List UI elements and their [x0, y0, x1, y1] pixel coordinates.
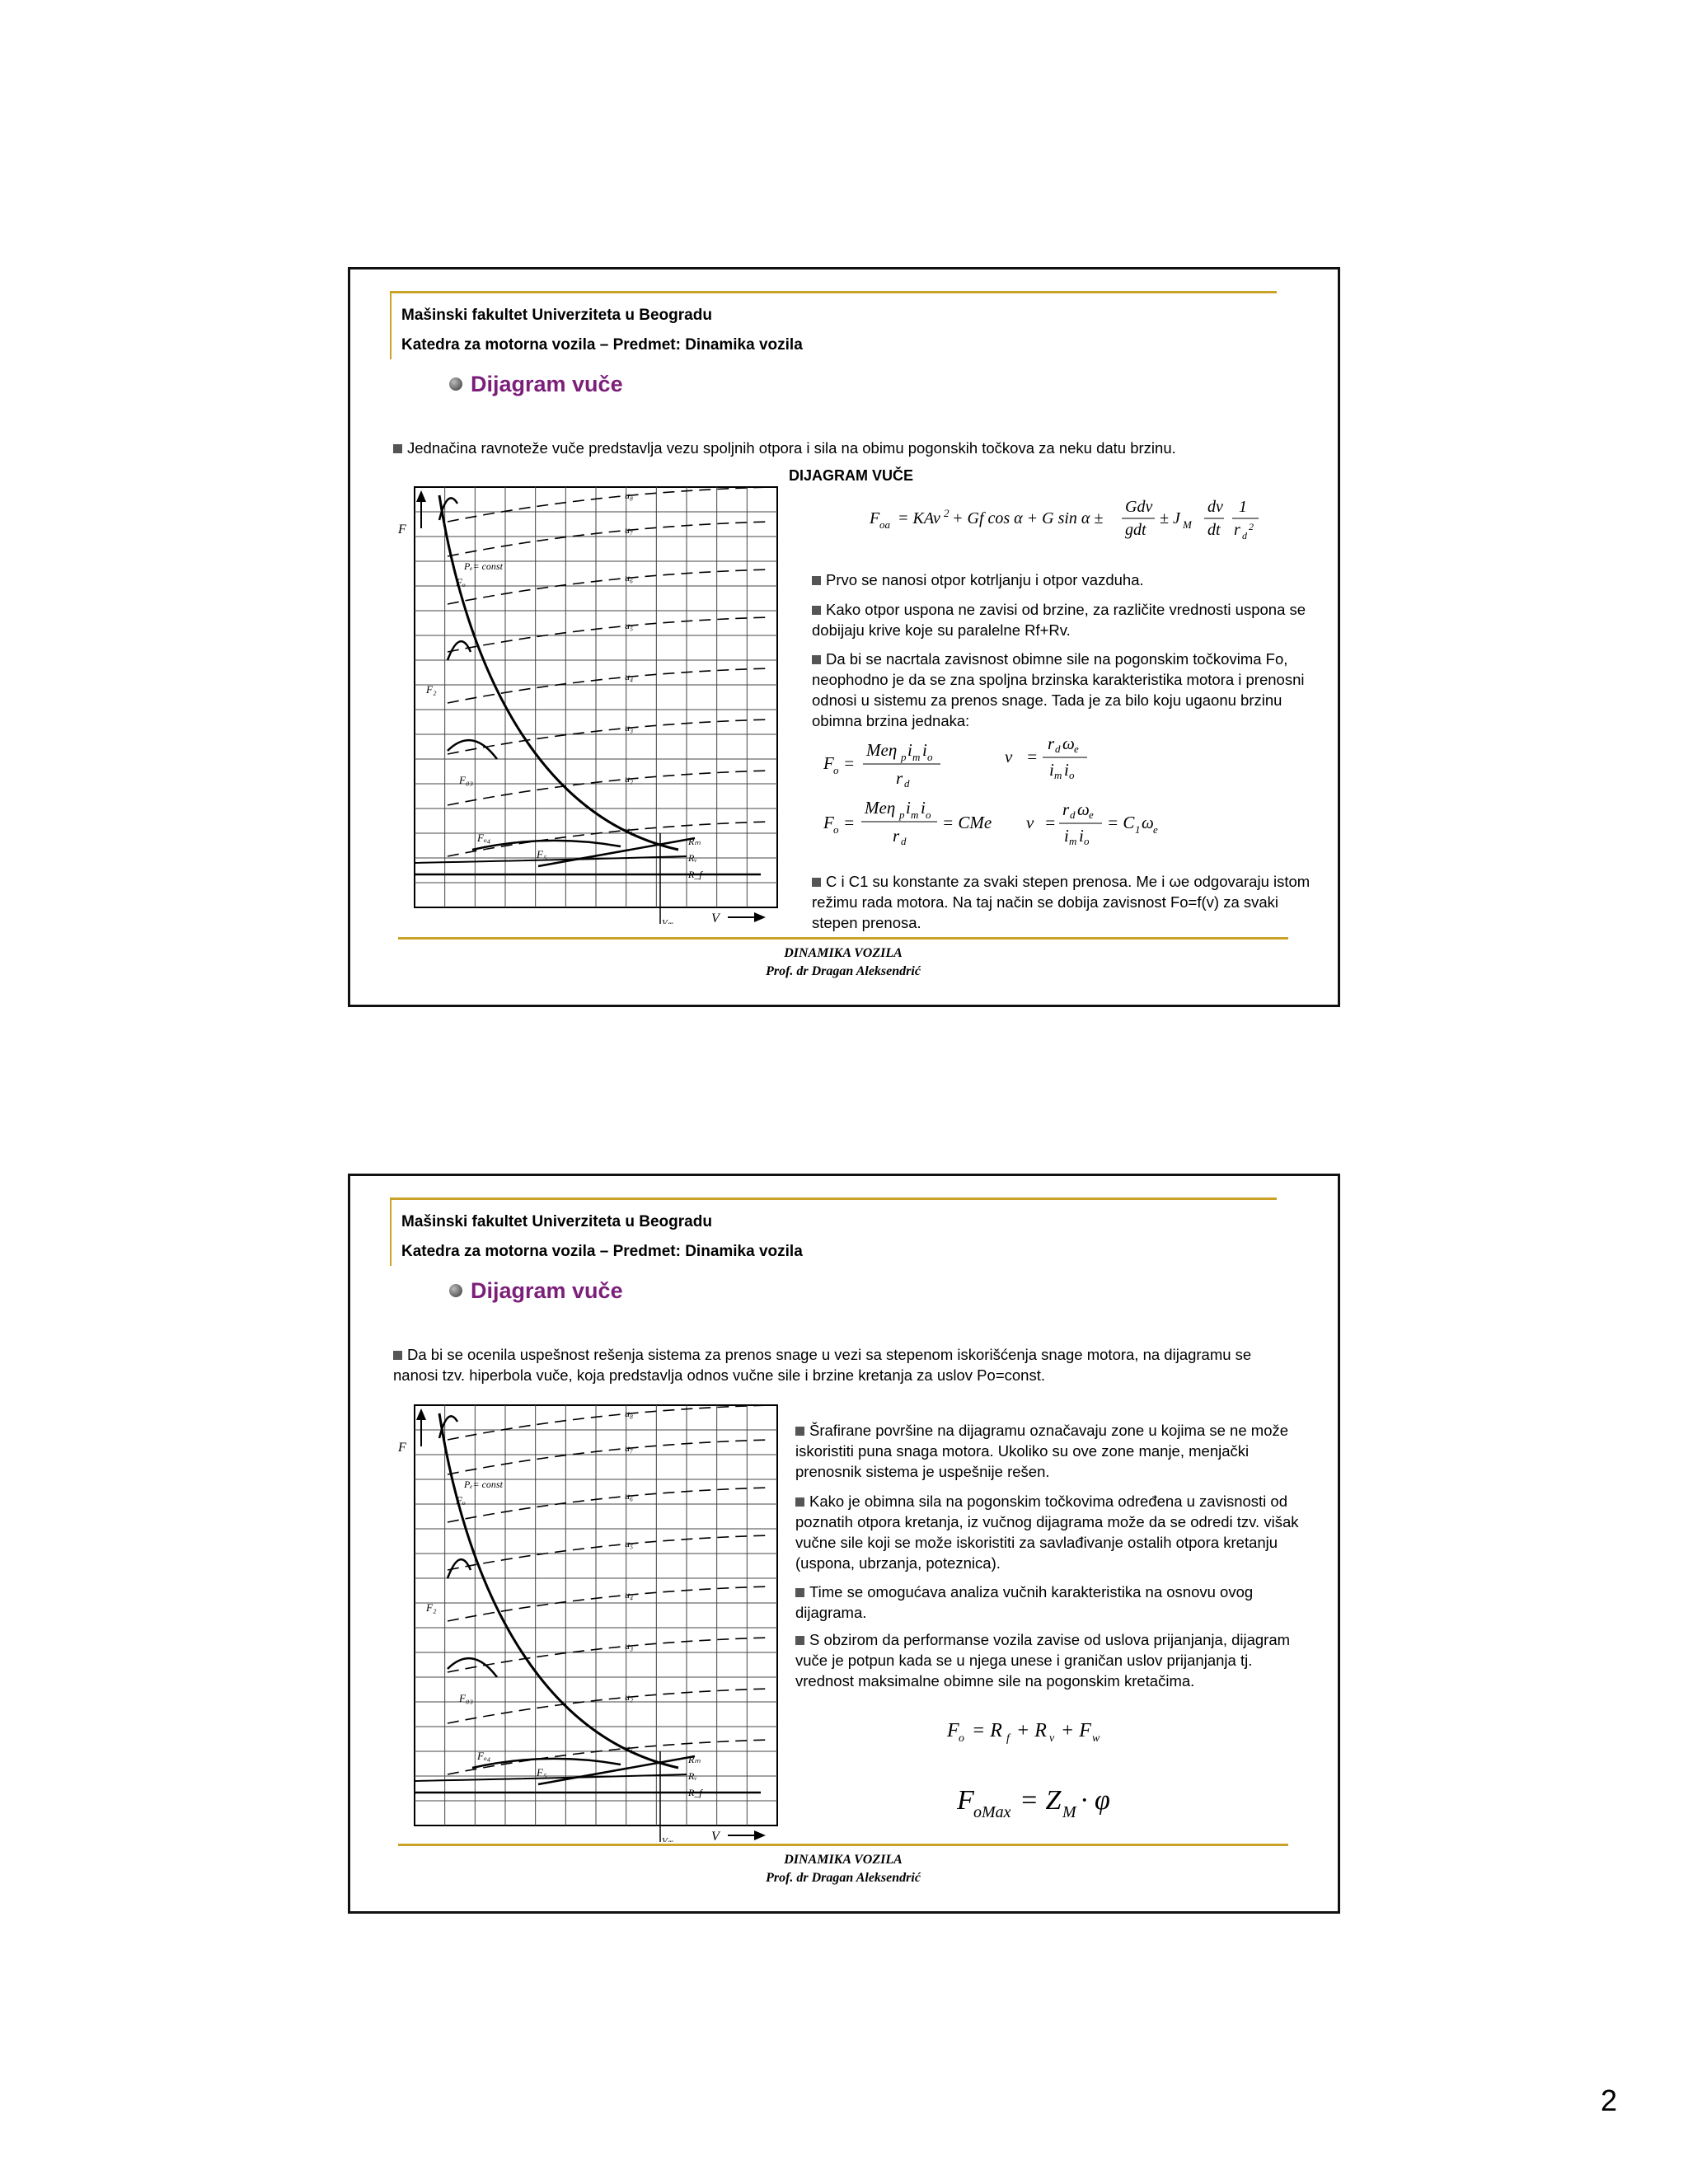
bullet-constants: C i C1 su konstante za svaki stepen prenosa. Me i ωe odgovaraju istom režimu rada motora. Na taj način se dobija zavisnost Fo=f(v) za svaki stepen prenosa. — [812, 873, 1311, 931]
header-department: Katedra za motorna vozila – Predmet: Dinamika vozila — [401, 1243, 803, 1260]
page-number: 2 — [1601, 2083, 1618, 2117]
resistance-label-v: Rᵥ — [688, 1770, 697, 1782]
equation-traction-balance — [870, 494, 1265, 551]
svg-text:o: o — [927, 751, 933, 763]
slide-footer — [398, 1844, 1288, 1887]
grade-curve — [448, 1689, 769, 1723]
grade-curve — [448, 487, 769, 522]
svg-text:F: F — [957, 1785, 974, 1816]
svg-text:o: o — [926, 808, 931, 821]
grade-curve-label: u₁ — [625, 824, 634, 836]
svg-text:=: = — [843, 813, 856, 832]
grade-curve — [448, 719, 769, 754]
svg-text:F: F — [823, 813, 834, 832]
svg-text:F: F — [823, 753, 834, 773]
svg-text:r: r — [1048, 738, 1055, 753]
intro-text: Da bi se ocenila uspešnost rešenja sistema za prenos snage u vezi sa stepenom iskorišćenja snage motora, na dijagramu se nanosi tzv. hiperbola vuče, koja predstavlja odnos vučne sile i brzine kretanja za uslov Po=const. — [393, 1346, 1252, 1384]
air-resistance-curve — [415, 856, 687, 863]
force-label-3: F₀₃ — [459, 774, 473, 786]
footer-course: DINAMIKA VOZILA — [784, 946, 903, 960]
svg-text:1: 1 — [1239, 498, 1247, 516]
traction-diagram — [382, 1397, 827, 1846]
svg-text:m: m — [1054, 769, 1062, 781]
force-label-2: F₂ — [426, 1601, 437, 1614]
svg-text:= Z: = Z — [1020, 1785, 1062, 1816]
bullet-excess-force: Kako je obimna sila na pogonskim točkovima određena u zavisnosti od poznatih otpora kretanja, iz vučnog dijagrama može da se odredi tzv. višak vučne sile koji se može iskoristiti za savlađivanje ostalih otpora kretanju (uspona, ubrzanja, poteznica). — [795, 1493, 1299, 1572]
svg-text:=: = — [1026, 747, 1039, 766]
svg-text:m: m — [912, 751, 921, 763]
grade-curve-label: u₃ — [625, 722, 634, 733]
grade-curve — [448, 617, 769, 652]
svg-text:2: 2 — [1249, 521, 1254, 532]
grade-curve — [448, 822, 769, 856]
svg-text:o: o — [1069, 769, 1075, 781]
svg-text:p: p — [901, 751, 907, 763]
bullet-icon — [812, 655, 821, 664]
equation-max-force — [957, 1779, 1155, 1830]
svg-text:Gdv: Gdv — [1125, 498, 1153, 516]
vmax-label: Vₘₐₓ — [662, 918, 678, 924]
header-department: Katedra za motorna vozila – Predmet: Dinamika vozila — [401, 336, 803, 354]
svg-text:o: o — [833, 823, 839, 836]
y-axis-label: F — [398, 523, 406, 537]
svg-text:1: 1 — [1135, 823, 1141, 836]
bullet-icon — [393, 1351, 402, 1360]
grade-curve-label: u₄ — [625, 671, 634, 682]
svg-text:· φ: · φ — [1081, 1785, 1110, 1816]
force-label-1: Fₒ — [456, 1494, 466, 1507]
y-axis-arrowhead — [416, 490, 426, 502]
svg-text:m: m — [911, 808, 919, 821]
grade-curve-label: u₈ — [625, 1408, 634, 1419]
grade-curve-label: u₆ — [625, 572, 634, 583]
grade-curve — [448, 1440, 769, 1474]
x-axis-arrowhead — [754, 912, 766, 922]
gear-curve-5 — [538, 1756, 695, 1784]
footer-author: Prof. dr Dragan Aleksendrić — [766, 1871, 921, 1885]
sphere-bullet-icon — [449, 1284, 462, 1297]
diagram-heading: DIJAGRAM VUČE — [789, 467, 914, 484]
grade-curve-label: u₆ — [625, 1490, 634, 1502]
grade-curve — [448, 1405, 769, 1440]
svg-text:=: = — [843, 753, 856, 773]
force-label-3: F₀₃ — [459, 1692, 473, 1704]
grade-curve — [448, 522, 769, 556]
svg-text:i: i — [1064, 760, 1069, 780]
svg-text:ω: ω — [1077, 799, 1090, 819]
bullet-hatched-areas: Šrafirane površine na dijagramu označavaju zone u kojima se ne može iskoristiti puna snaga motora. Ukoliko su ove zone manje, menjački prenosnik sistema je uspešnije rešen. — [795, 1422, 1289, 1480]
svg-text:=: = — [1044, 813, 1057, 832]
svg-text:v: v — [1005, 747, 1013, 766]
resistance-label-v: Rᵥ — [688, 852, 697, 864]
intro-text: Jednačina ravnoteže vuče predstavlja vezu spoljnih otpora i sila na obimu pogonskih točkova za neku datu brzinu. — [393, 438, 1316, 458]
svg-text:M: M — [1183, 518, 1192, 531]
footer-course: DINAMIKA VOZILA — [784, 1853, 903, 1867]
gear-curve-2 — [448, 641, 471, 660]
slide-header — [390, 291, 1277, 359]
svg-text:e: e — [1089, 808, 1094, 821]
svg-text:i: i — [906, 798, 911, 818]
svg-text:= R: = R — [972, 1720, 1002, 1741]
header-university: Mašinski fakultet Univerziteta u Beogradu — [401, 1213, 712, 1230]
svg-text:r: r — [1234, 521, 1240, 539]
svg-text:o: o — [1084, 835, 1090, 845]
grade-curve — [448, 1638, 769, 1672]
svg-text:f: f — [1006, 1732, 1010, 1745]
gear-curve-5 — [538, 838, 695, 866]
sphere-bullet-icon — [449, 377, 462, 391]
force-label-4: Fₒ₄ — [477, 1750, 491, 1762]
bullet-icon — [795, 1427, 804, 1436]
slide-title: Dijagram vuče — [449, 1278, 623, 1304]
svg-text:Meη: Meη — [865, 798, 896, 818]
force-label-1: Fₒ — [456, 576, 466, 588]
slide-1 — [348, 267, 1340, 1007]
bullet-grade-resistance: Kako otpor uspona ne zavisi od brzine, za različite vrednosti uspona se dobijaju krive koje su paralelne Rf+Rv. — [812, 601, 1306, 639]
slide-2 — [348, 1174, 1340, 1914]
grade-curve-label: u₂ — [625, 773, 634, 785]
svg-text:r: r — [896, 768, 903, 788]
bullet-wheel-force: Da bi se nacrtala zavisnost obimne sile na pogonskim točkovima Fo, neophodno je da se zna spoljna brzinska karakteristika motora i prenosni odnosi u sistemu za prenos snage. Tada je za bilo koju ugaonu brzinu obimna brzina jednaka: — [812, 650, 1305, 729]
resistance-label-m: Rₘ — [688, 836, 701, 847]
svg-text:i: i — [922, 740, 927, 760]
svg-text:+ R: + R — [1016, 1720, 1047, 1741]
constant-power-label: Pₑ= const — [464, 560, 503, 572]
grade-curve — [448, 1488, 769, 1522]
bullet-icon — [795, 1588, 804, 1597]
svg-text:F: F — [870, 509, 880, 527]
svg-text:e: e — [1153, 823, 1158, 836]
resistance-label-f: R_f — [688, 1787, 702, 1798]
bullet-icon — [393, 444, 402, 453]
grade-curve-label: u₈ — [625, 490, 634, 501]
resistance-label-m: Rₘ — [688, 1754, 701, 1765]
svg-text:oa: oa — [879, 518, 890, 531]
svg-text:± J: ± J — [1160, 509, 1180, 527]
grade-curve-label: u₂ — [625, 1691, 634, 1703]
svg-text:Meη: Meη — [866, 740, 898, 760]
resistance-label-f: R_f — [688, 869, 702, 880]
svg-text:w: w — [1092, 1732, 1100, 1745]
constant-power-label: Pₑ= const — [464, 1479, 503, 1490]
bullet-icon — [812, 606, 821, 615]
bullet-icon — [812, 878, 821, 887]
svg-text:F: F — [947, 1720, 959, 1741]
svg-text:d: d — [904, 777, 910, 790]
grade-curve-label: u₇ — [625, 1442, 634, 1454]
svg-text:d: d — [901, 835, 907, 845]
svg-text:d: d — [1070, 808, 1076, 821]
force-label-5: F₅ — [537, 848, 547, 860]
slide-title: Dijagram vuče — [449, 372, 623, 397]
grade-curve — [448, 771, 769, 805]
equation-wheel-force — [947, 1713, 1128, 1754]
header-university: Mašinski fakultet Univerziteta u Beogradu — [401, 307, 712, 324]
svg-text:= KAv: = KAv — [898, 509, 940, 527]
svg-text:d: d — [1242, 530, 1247, 541]
y-axis-label: F — [398, 1441, 406, 1455]
gear-curve-2 — [448, 1559, 471, 1578]
grade-curve-label: u₇ — [625, 524, 634, 536]
svg-text:v: v — [1049, 1732, 1055, 1745]
svg-text:d: d — [1055, 743, 1061, 755]
slide-header — [390, 1197, 1277, 1266]
svg-text:i: i — [1064, 826, 1069, 845]
grade-curve-label: u₅ — [625, 620, 634, 631]
svg-text:i: i — [907, 740, 912, 760]
grade-curve — [448, 1740, 769, 1774]
force-label-4: Fₒ₄ — [477, 832, 491, 844]
y-axis-arrowhead — [416, 1408, 426, 1420]
x-axis-arrowhead — [754, 1830, 766, 1840]
bullet-analysis: Time se omogućava analiza vučnih karakteristika na osnovu ovog dijagrama. — [795, 1583, 1254, 1621]
svg-text:gdt: gdt — [1125, 521, 1146, 539]
svg-text:i: i — [921, 798, 926, 818]
air-resistance-curve — [415, 1774, 687, 1781]
svg-text:= C: = C — [1107, 813, 1135, 832]
svg-text:M: M — [1062, 1803, 1076, 1821]
svg-text:i: i — [1079, 826, 1084, 845]
grade-curve — [448, 1535, 769, 1570]
bullet-rolling-air: Prvo se nanosi otpor kotrljanju i otpor vazduha. — [812, 569, 1306, 590]
grade-curve-label: u₁ — [625, 1742, 634, 1754]
svg-text:m: m — [1069, 835, 1077, 845]
svg-text:p: p — [899, 808, 905, 821]
grade-curve-label: u₃ — [625, 1640, 634, 1652]
equations-force-speed — [823, 738, 1203, 845]
svg-text:dv: dv — [1207, 498, 1223, 516]
svg-text:oMax: oMax — [973, 1803, 1011, 1821]
slide-footer — [398, 937, 1288, 981]
svg-text:ω: ω — [1142, 813, 1154, 832]
svg-text:r: r — [893, 826, 900, 845]
svg-text:o: o — [959, 1732, 964, 1745]
svg-text:e: e — [1074, 743, 1079, 755]
bullet-adhesion: S obzirom da performanse vozila zavise od uslova prijanjanja, dijagram vuče je potpun kada se u njega unese i graničan uslov prijanjanja tj. vrednost maksimalne obimne sile na pogonskim kretačima. — [795, 1631, 1291, 1690]
bullet-icon — [795, 1636, 804, 1645]
svg-text:i: i — [1049, 760, 1054, 780]
grade-curve-label: u₅ — [625, 1538, 634, 1549]
x-axis-label: V — [711, 1830, 720, 1842]
svg-text:dt: dt — [1207, 521, 1221, 539]
svg-text:2: 2 — [944, 507, 950, 519]
grade-curve-label: u₄ — [625, 1589, 634, 1601]
force-label-5: F₅ — [537, 1766, 547, 1779]
footer-author: Prof. dr Dragan Aleksendrić — [766, 964, 921, 978]
bullet-icon — [795, 1497, 804, 1507]
force-label-2: F₂ — [426, 683, 437, 696]
svg-text:= CMe: = CMe — [942, 813, 992, 832]
svg-text:o: o — [833, 764, 839, 776]
grade-curve — [448, 569, 769, 604]
svg-text:r: r — [1062, 799, 1070, 819]
svg-text:v: v — [1026, 813, 1034, 832]
traction-diagram — [382, 479, 827, 928]
x-axis-label: V — [711, 912, 720, 924]
vmax-label: Vₘₐₓ — [662, 1836, 678, 1842]
svg-text:+ Gf cos α + G sin α ±: + Gf cos α + G sin α ± — [952, 509, 1104, 527]
bullet-icon — [812, 576, 821, 585]
svg-text:+ F: + F — [1061, 1720, 1091, 1741]
svg-text:ω: ω — [1062, 738, 1075, 753]
